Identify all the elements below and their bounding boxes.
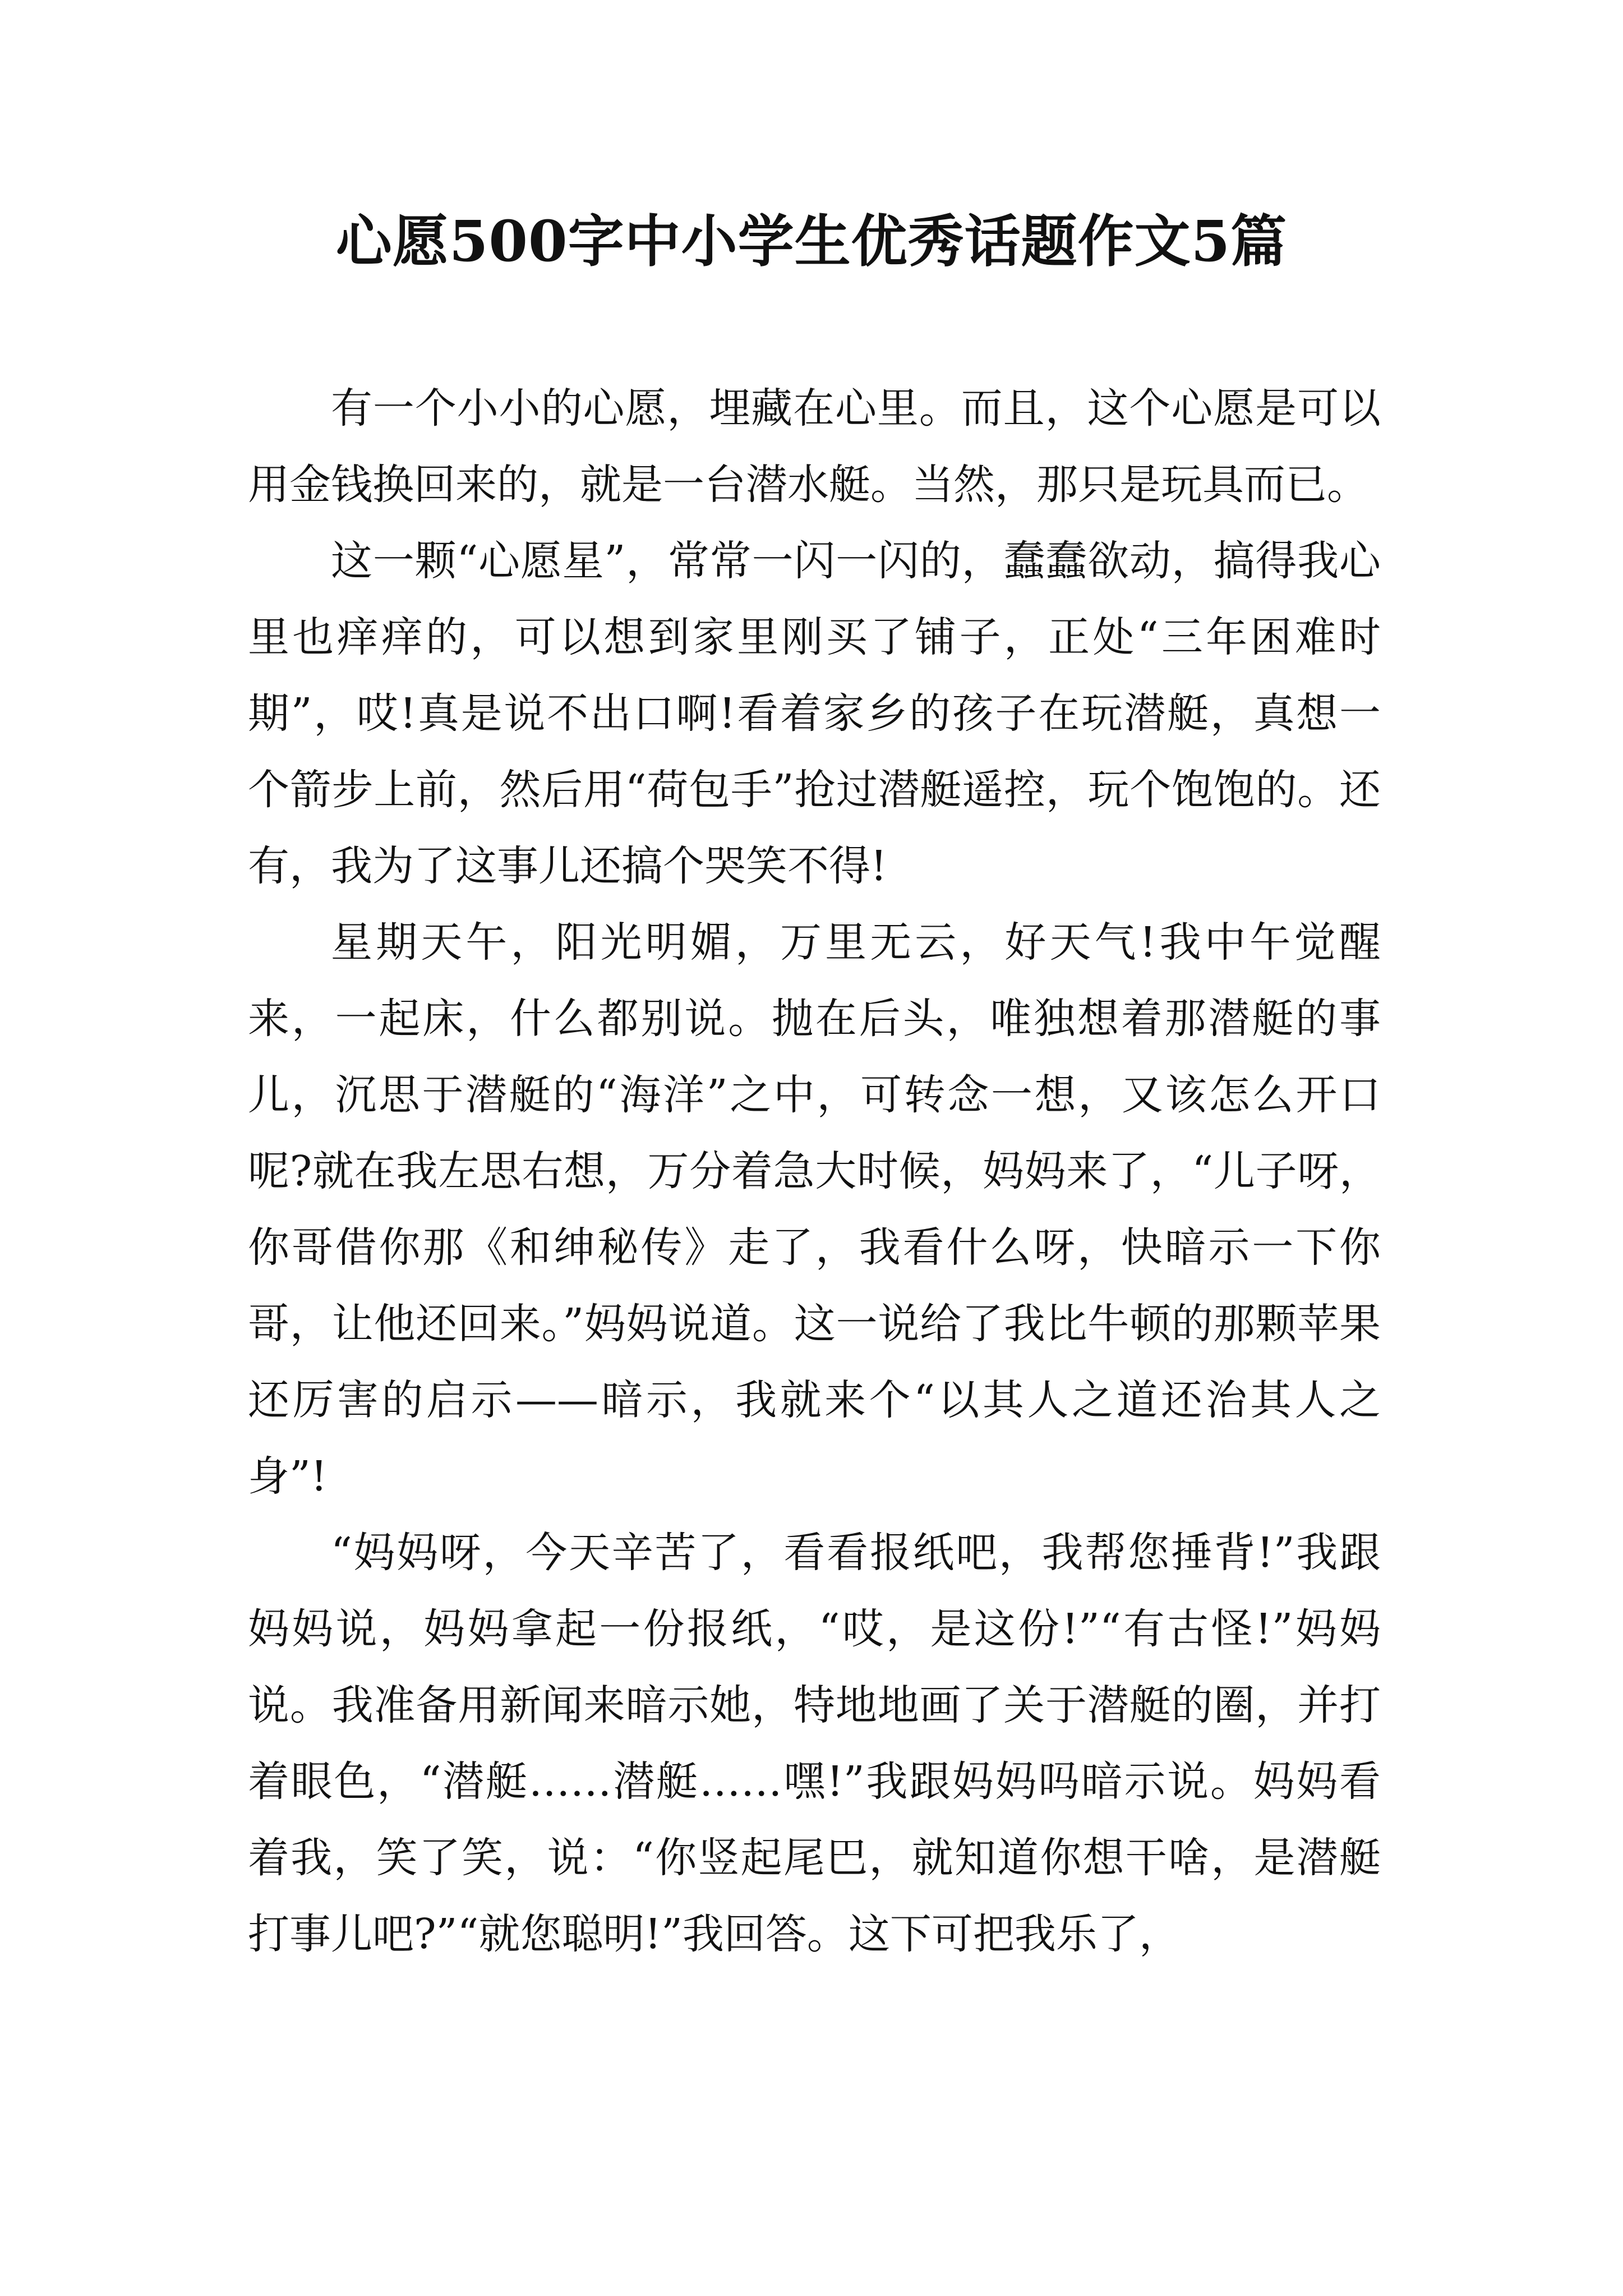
paragraph-4: “妈妈呀，今天辛苦了，看看报纸吧，我帮您捶背!”我跟妈妈说，妈妈拿起一份报纸，“哎，是这份!”“有古怪!”妈妈说。我准备用新闻来暗示她，特地地画了关于潜艇的圈，并打着眼色，“潜艇……潜艇……嘿!”我跟妈妈吗暗示说。妈妈看着我，笑了笑，说：“你竖起尾巴，就知道你想干啥，是潜艇打事儿吧?”“就您聪明!”我回答。这下可把我乐了， — [248, 1529, 1381, 1958]
paragraph-2: 这一颗“心愿星”，常常一闪一闪的，蠢蠢欲动，搞得我心里也痒痒的，可以想到家里刚买了铺子，正处“三年困难时期”，哎!真是说不出口啊!看着家乡的孩子在玩潜艇，真想一个箭步上前，然后用“荷包手”抢过潜艇遥控，玩个饱饱的。还有，我为了这事儿还搞个哭笑不得! — [248, 537, 1381, 890]
document-title: 心愿500字中小学生优秀话题作文5篇 — [335, 208, 1288, 274]
document-body — [248, 370, 1381, 1972]
paragraph-3: 星期天午，阳光明媚，万里无云，好天气!我中午觉醒来，一起床，什么都别说。抛在后头，唯独想着那潜艇的事儿，沉思于潜艇的“海洋”之中，可转念一想，又该怎么开口呢?就在我左思右想，万分着急大时候，妈妈来了，“儿子呀，你哥借你那《和绅秘传》走了，我看什么呀，快暗示一下你哥，让他还回来。”妈妈说道。这一说给了我比牛顿的那颗苹果还厉害的启示——暗示，我就来个“以其人之道还治其人之身”! — [248, 918, 1381, 1501]
paragraph-1: 有一个小小的心愿，埋藏在心里。而且，这个心愿是可以用金钱换回来的，就是一台潜水艇。当然，那只是玩具而已。 — [248, 384, 1381, 509]
